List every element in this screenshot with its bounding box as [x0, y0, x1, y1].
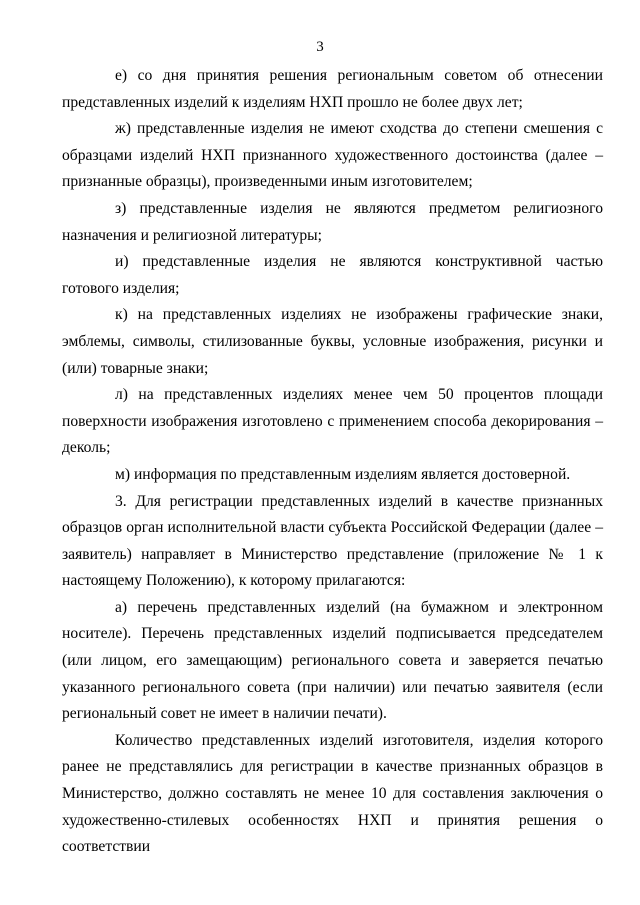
paragraph-item-e: е) со дня принятия решения региональным советом об отнесении представленных изделий к изделиям НХП прошло не более двух лет;: [62, 67, 603, 111]
paragraph-item-zh: ж) представленные изделия не имеют сходства до степени смешения с образцами изделий НХП признанного художественного достоинства (далее – признанные образцы), произведенными иным изготовителем;: [62, 120, 603, 191]
paragraph-item-i: и) представленные изделия не являются конструктивной частью готового изделия;: [62, 253, 603, 297]
paragraph-item-a: а) перечень представленных изделий (на бумажном и электронном носителе). Перечень представленных изделий подписывается председателем (или лицом, его замещающим) регионального совета и заверяется печатью указанного регионального совета (при наличии) или печатью заявителя (если региональный совет не имеет в наличии печати).: [62, 598, 603, 723]
paragraph-item-l: л) на представленных изделиях менее чем 50 процентов площади поверхности изображения изготовлено с применением способа декорирования – деколь;: [62, 386, 603, 457]
paragraph-quantity: Количество представленных изделий изготовителя, изделия которого ранее не представлялись для регистрации в качестве признанных образцов в Министерство, должно составлять не менее 10 для составления заключения о художественно-стилевых особенностях НХП и принятия решения о соответствии: [62, 731, 603, 856]
paragraph-item-z: з) представленные изделия не являются предметом религиозного назначения и религиозной литературы;: [62, 199, 603, 244]
document-body: [62, 63, 603, 861]
paragraph-section-3: 3. Для регистрации представленных изделий в качестве признанных образцов орган исполнительной власти субъекта Российской Федерации (далее – заявитель) направляет в Министерство представление (приложение № 1 к настоящему Положению), к которому прилагаются:: [62, 492, 603, 590]
paragraph-item-k: к) на представленных изделиях не изображены графические знаки, эмблемы, символы, стилизованные буквы, условные изображения, рисунки и (или) товарные знаки;: [62, 306, 603, 377]
paragraph-item-m: м) информация по представленным изделиям является достоверной.: [115, 465, 571, 483]
page-number: 3: [316, 39, 324, 55]
